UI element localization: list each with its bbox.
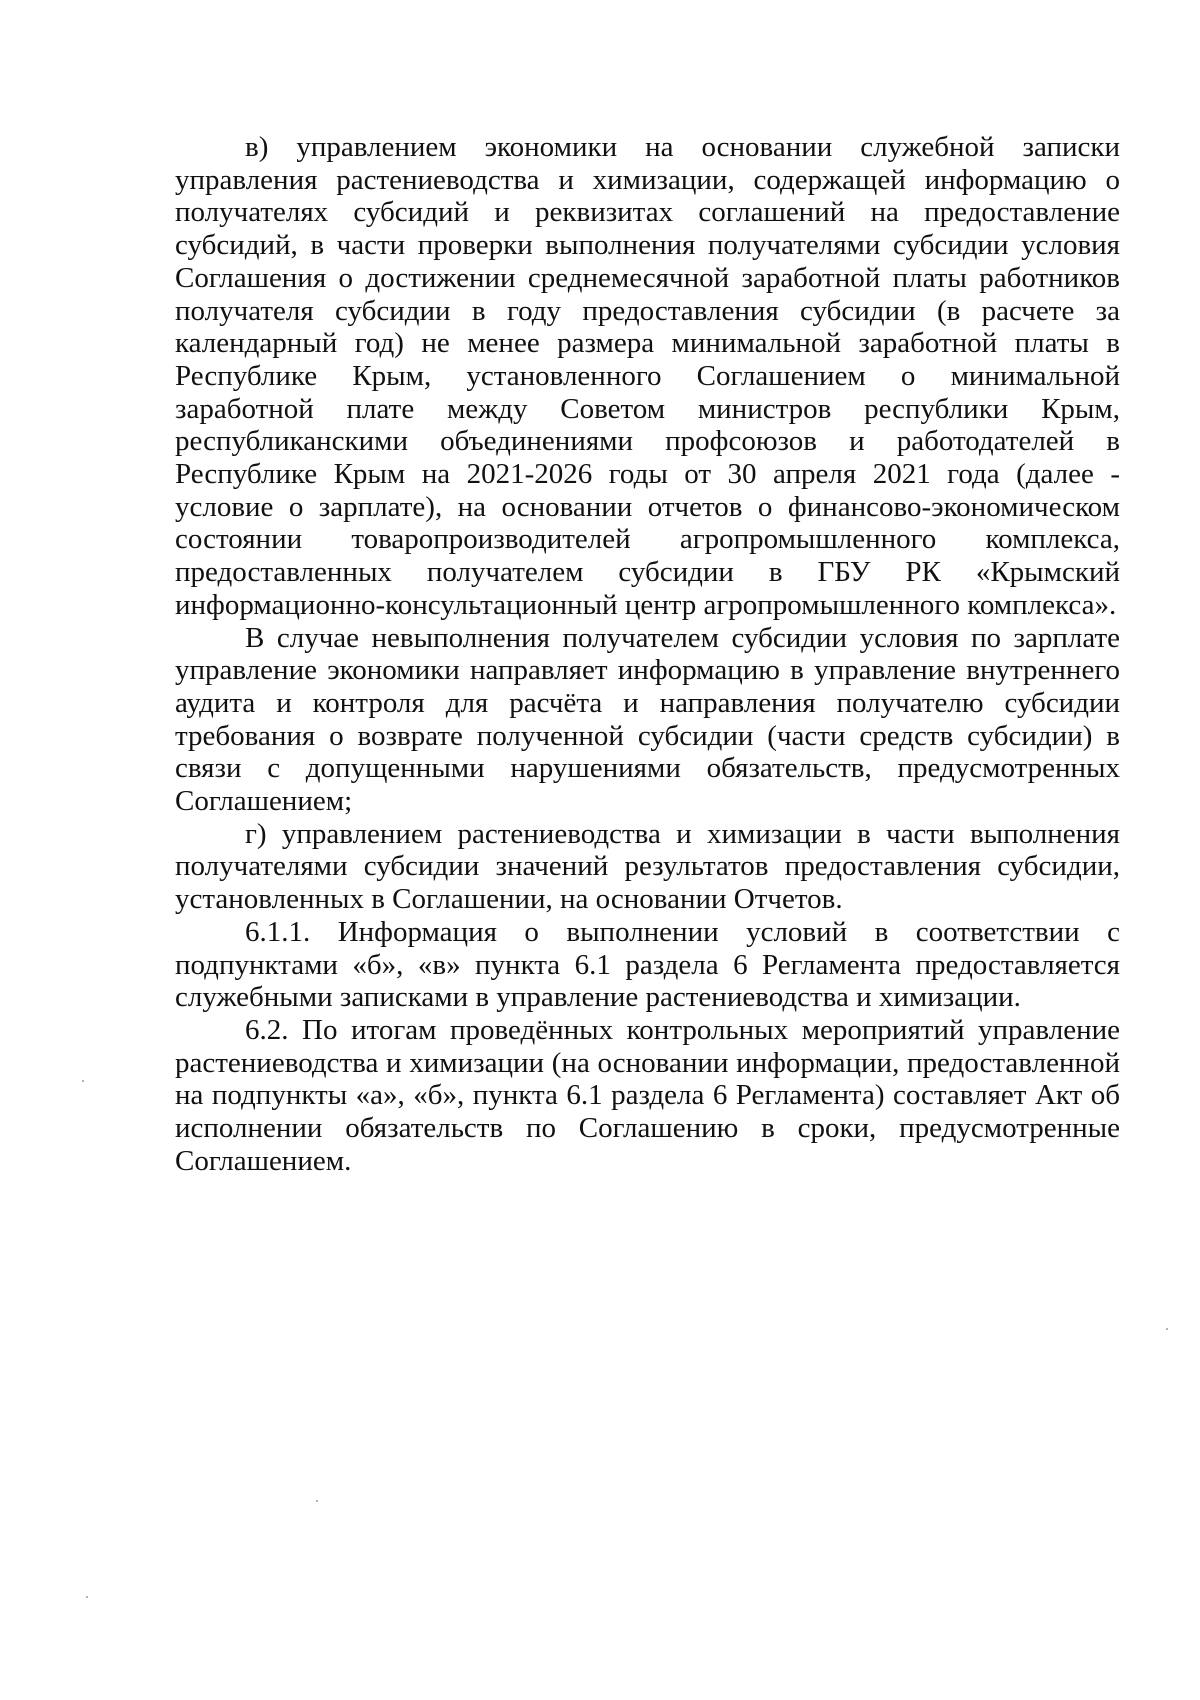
document-body [175, 131, 1120, 1178]
scan-speck [82, 1080, 84, 1082]
scan-speck [86, 1596, 88, 1598]
paragraph-item-g-crop-production-control: г) управлением растениеводства и химизации в части выполнения получателями субсидии значений результатов предоставления субсидии, установленных в Соглашении, на основании Отчетов. [175, 817, 1120, 916]
paragraph-6-1-1: 6.1.1. Информация о выполнении условий в соответствии с подпунктами «б», «в» пункта 6.1 раздела 6 Регламента предоставляется служебными записками в управление растениеводства и химизации. [175, 915, 1120, 1014]
paragraph-6-2: 6.2. По итогам проведённых контрольных мероприятий управление растениеводства и химизации (на основании информации, предоставленной на подпункты «а», «б», пункта 6.1 раздела 6 Регламента) составляет Акт об исполнении обязательств по Соглашению в сроки, предусмотренные Соглашением. [175, 1013, 1120, 1177]
scan-speck [1166, 1328, 1168, 1330]
paragraph-item-v-economics-control: в) управлением экономики на основании служебной записки управления растениеводства и химизации, содержащей информацию о получателях субсидий и реквизитах соглашений на предоставление субсидий, в части проверки выполнения получателями субсидии условия Соглашения о достижении среднемесячной заработной платы работников получателя субсидии в году предоставления субсидии (в расчете за календарный год) не менее размера минимальной заработной платы в Республике Крым, установленного Соглашением о минимальной заработной плате между Советом министров республики Крым, республиканскими объединениями профсоюзов и работодателей в Республике Крым на 2021-2026 годы от 30 апреля 2021 года (далее - условие о зарплате), на основании отчетов о финансово-экономическом состоянии товаропроизводителей агропромышленного комплекса, предоставленных получателем субсидии в ГБУ РК «Крымский информационно-консультационный центр агропромышленного комплекса». [175, 131, 1120, 621]
scan-speck [316, 1500, 318, 1502]
paragraph-salary-condition-violation: В случае невыполнения получателем субсидии условия по зарплате управление экономики направляет информацию в управление внутреннего аудита и контроля для расчёта и направления получателю субсидии требования о возврате полученной субсидии (части средств субсидии) в связи с допущенными нарушениями обязательств, предусмотренных Соглашением; [175, 621, 1120, 818]
